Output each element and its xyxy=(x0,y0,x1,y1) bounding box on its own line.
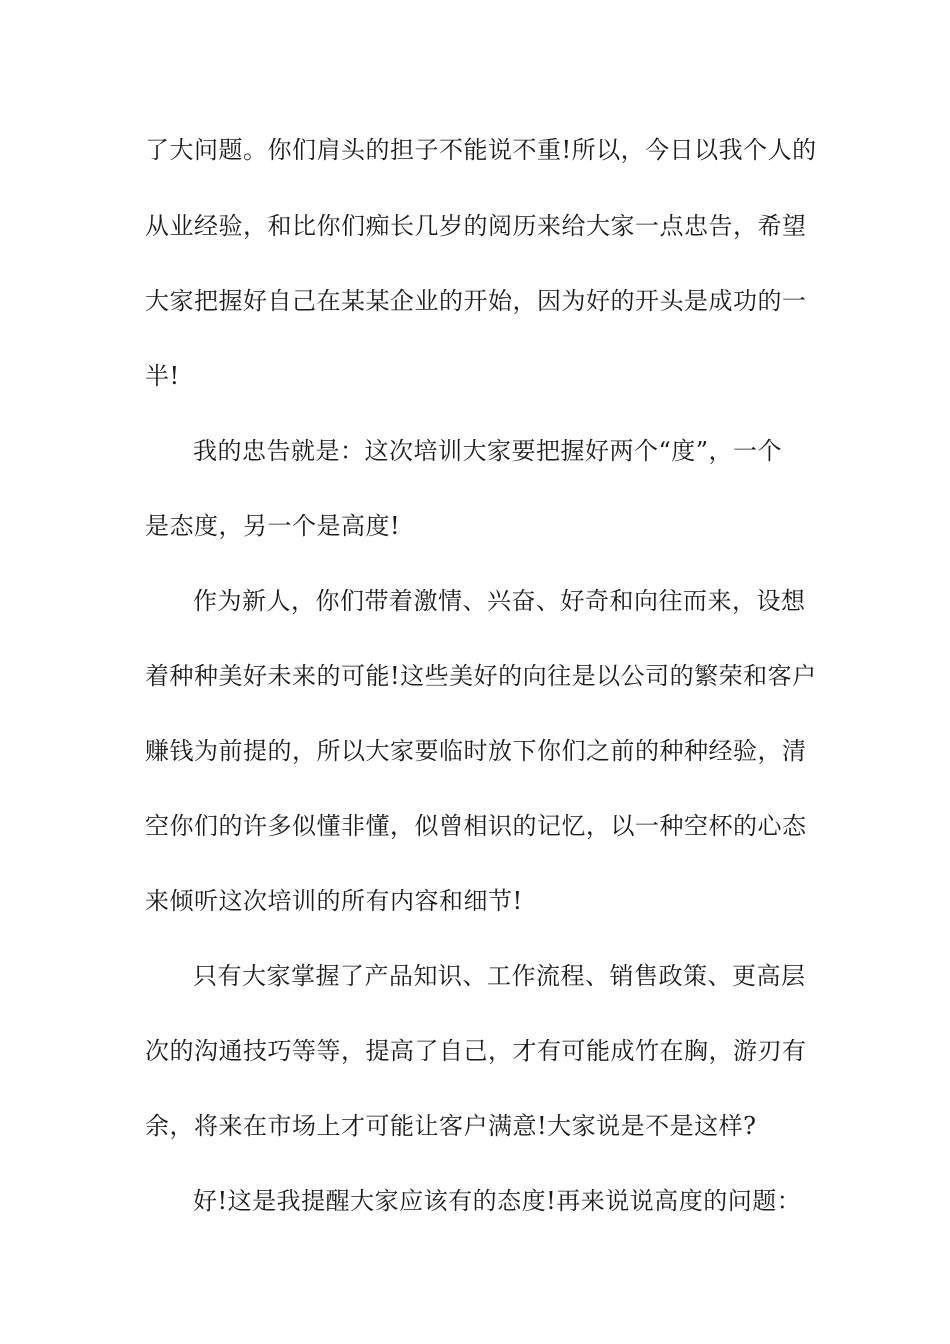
text-line: 赚钱为前提的，所以大家要临时放下你们之前的种种经验，清 xyxy=(145,737,807,765)
text-line: 余，将来在市场上才可能让客户满意!大家说是不是这样? xyxy=(145,1112,757,1140)
text-line: 着种种美好未来的可能!这些美好的向往是以公司的繁荣和客户 xyxy=(145,662,817,690)
text-line: 来倾听这次培训的所有内容和细节! xyxy=(145,887,523,915)
text-line: 是态度，另一个是高度! xyxy=(145,512,401,540)
text-line: 半! xyxy=(145,362,180,390)
text-line: 大家把握好自己在某某企业的开始，因为好的开头是成功的一 xyxy=(145,287,807,315)
text-line: 空你们的许多似懂非懂，似曾相识的记忆，以一种空杯的心态 xyxy=(145,812,807,840)
paragraph-first-line: 我的忠告就是：这次培训大家要把握好两个“度”，一个 xyxy=(193,437,783,465)
paragraph-first-line: 只有大家掌握了产品知识、工作流程、销售政策、更高层 xyxy=(193,962,806,990)
paragraph-first-line: 好!这是我提醒大家应该有的态度!再来说说高度的问题： xyxy=(193,1187,802,1215)
paragraph-first-line: 作为新人，你们带着激情、兴奋、好奇和向往而来，设想 xyxy=(193,587,806,615)
text-line: 了大问题。你们肩头的担子不能说不重!所以，今日以我个人的 xyxy=(145,136,817,164)
text-line: 次的沟通技巧等等，提高了自己，才有可能成竹在胸，游刃有 xyxy=(145,1037,807,1065)
text-line: 从业经验，和比你们痴长几岁的阅历来给大家一点忠告，希望 xyxy=(145,212,807,240)
